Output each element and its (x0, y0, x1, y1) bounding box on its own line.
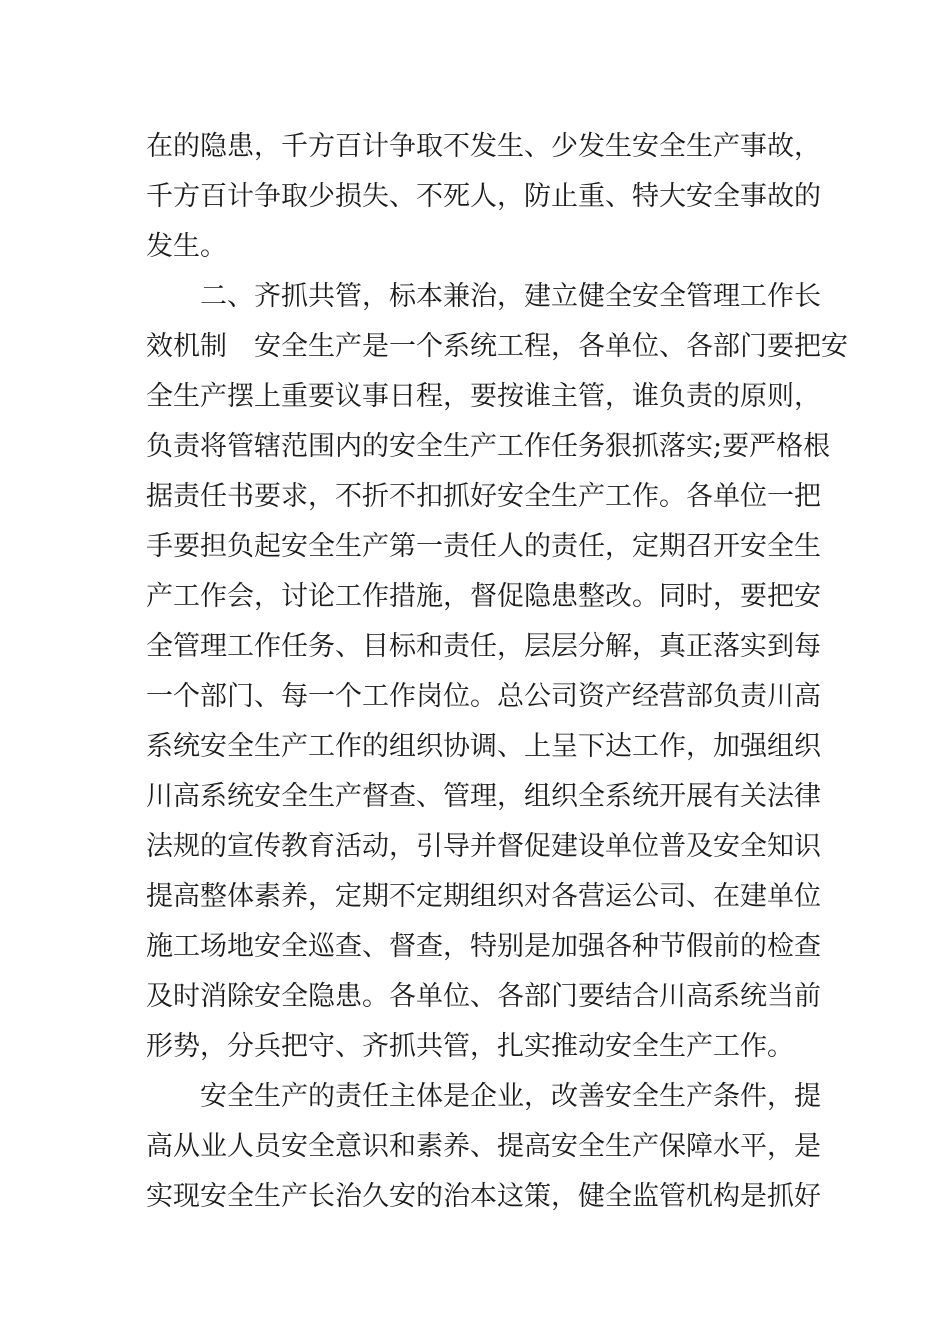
text-line: 一个部门、每一个工作岗位。总公司资产经营部负责川高 (146, 681, 821, 712)
text-line: 及时消除安全隐患。各单位、各部门要结合川高系统当前 (146, 981, 821, 1012)
text-line: 发生。 (146, 231, 227, 262)
text-line: 负责将管辖范围内的安全生产工作任务狠抓落实;要严格根 (146, 431, 831, 462)
text-line: 川高系统安全生产督查、管理，组织全系统开展有关法律 (146, 781, 821, 812)
text-line: 手要担负起安全生产第一责任人的责任，定期召开安全生 (146, 531, 821, 562)
text-line: 全生产摆上重要议事日程，要按谁主管，谁负责的原则， (146, 381, 821, 412)
text-line: 二、齐抓共管，标本兼治，建立健全安全管理工作长 (200, 281, 821, 312)
text-line: 形势，分兵把守、齐抓共管，扎实推动安全生产工作。 (146, 1031, 794, 1062)
text-line: 法规的宣传教育活动，引导并督促建设单位普及安全知识 (146, 831, 821, 862)
text-line: 产工作会，讨论工作措施，督促隐患整改。同时，要把安 (146, 581, 821, 612)
document-body (146, 122, 848, 1222)
text-line: 据责任书要求，不折不扣抓好安全生产工作。各单位一把 (146, 481, 821, 512)
text-line: 在的隐患，千方百计争取不发生、少发生安全生产事故， (146, 131, 821, 162)
text-line: 效机制 安全生产是一个系统工程，各单位、各部门要把安 (146, 331, 848, 362)
text-line: 提高整体素养，定期不定期组织对各营运公司、在建单位 (146, 881, 821, 912)
text-line: 千方百计争取少损失、不死人，防止重、特大安全事故的 (146, 181, 821, 212)
text-line: 施工场地安全巡查、督查，特别是加强各种节假前的检查 (146, 931, 821, 962)
text-line: 安全生产的责任主体是企业，改善安全生产条件，提 (200, 1081, 821, 1112)
text-line: 实现安全生产长治久安的治本这策，健全监管机构是抓好 (146, 1181, 821, 1212)
text-line: 系统安全生产工作的组织协调、上呈下达工作，加强组织 (146, 731, 821, 762)
text-line: 全管理工作任务、目标和责任，层层分解，真正落实到每 (146, 631, 821, 662)
text-line: 高从业人员安全意识和素养、提高安全生产保障水平，是 (146, 1131, 821, 1162)
